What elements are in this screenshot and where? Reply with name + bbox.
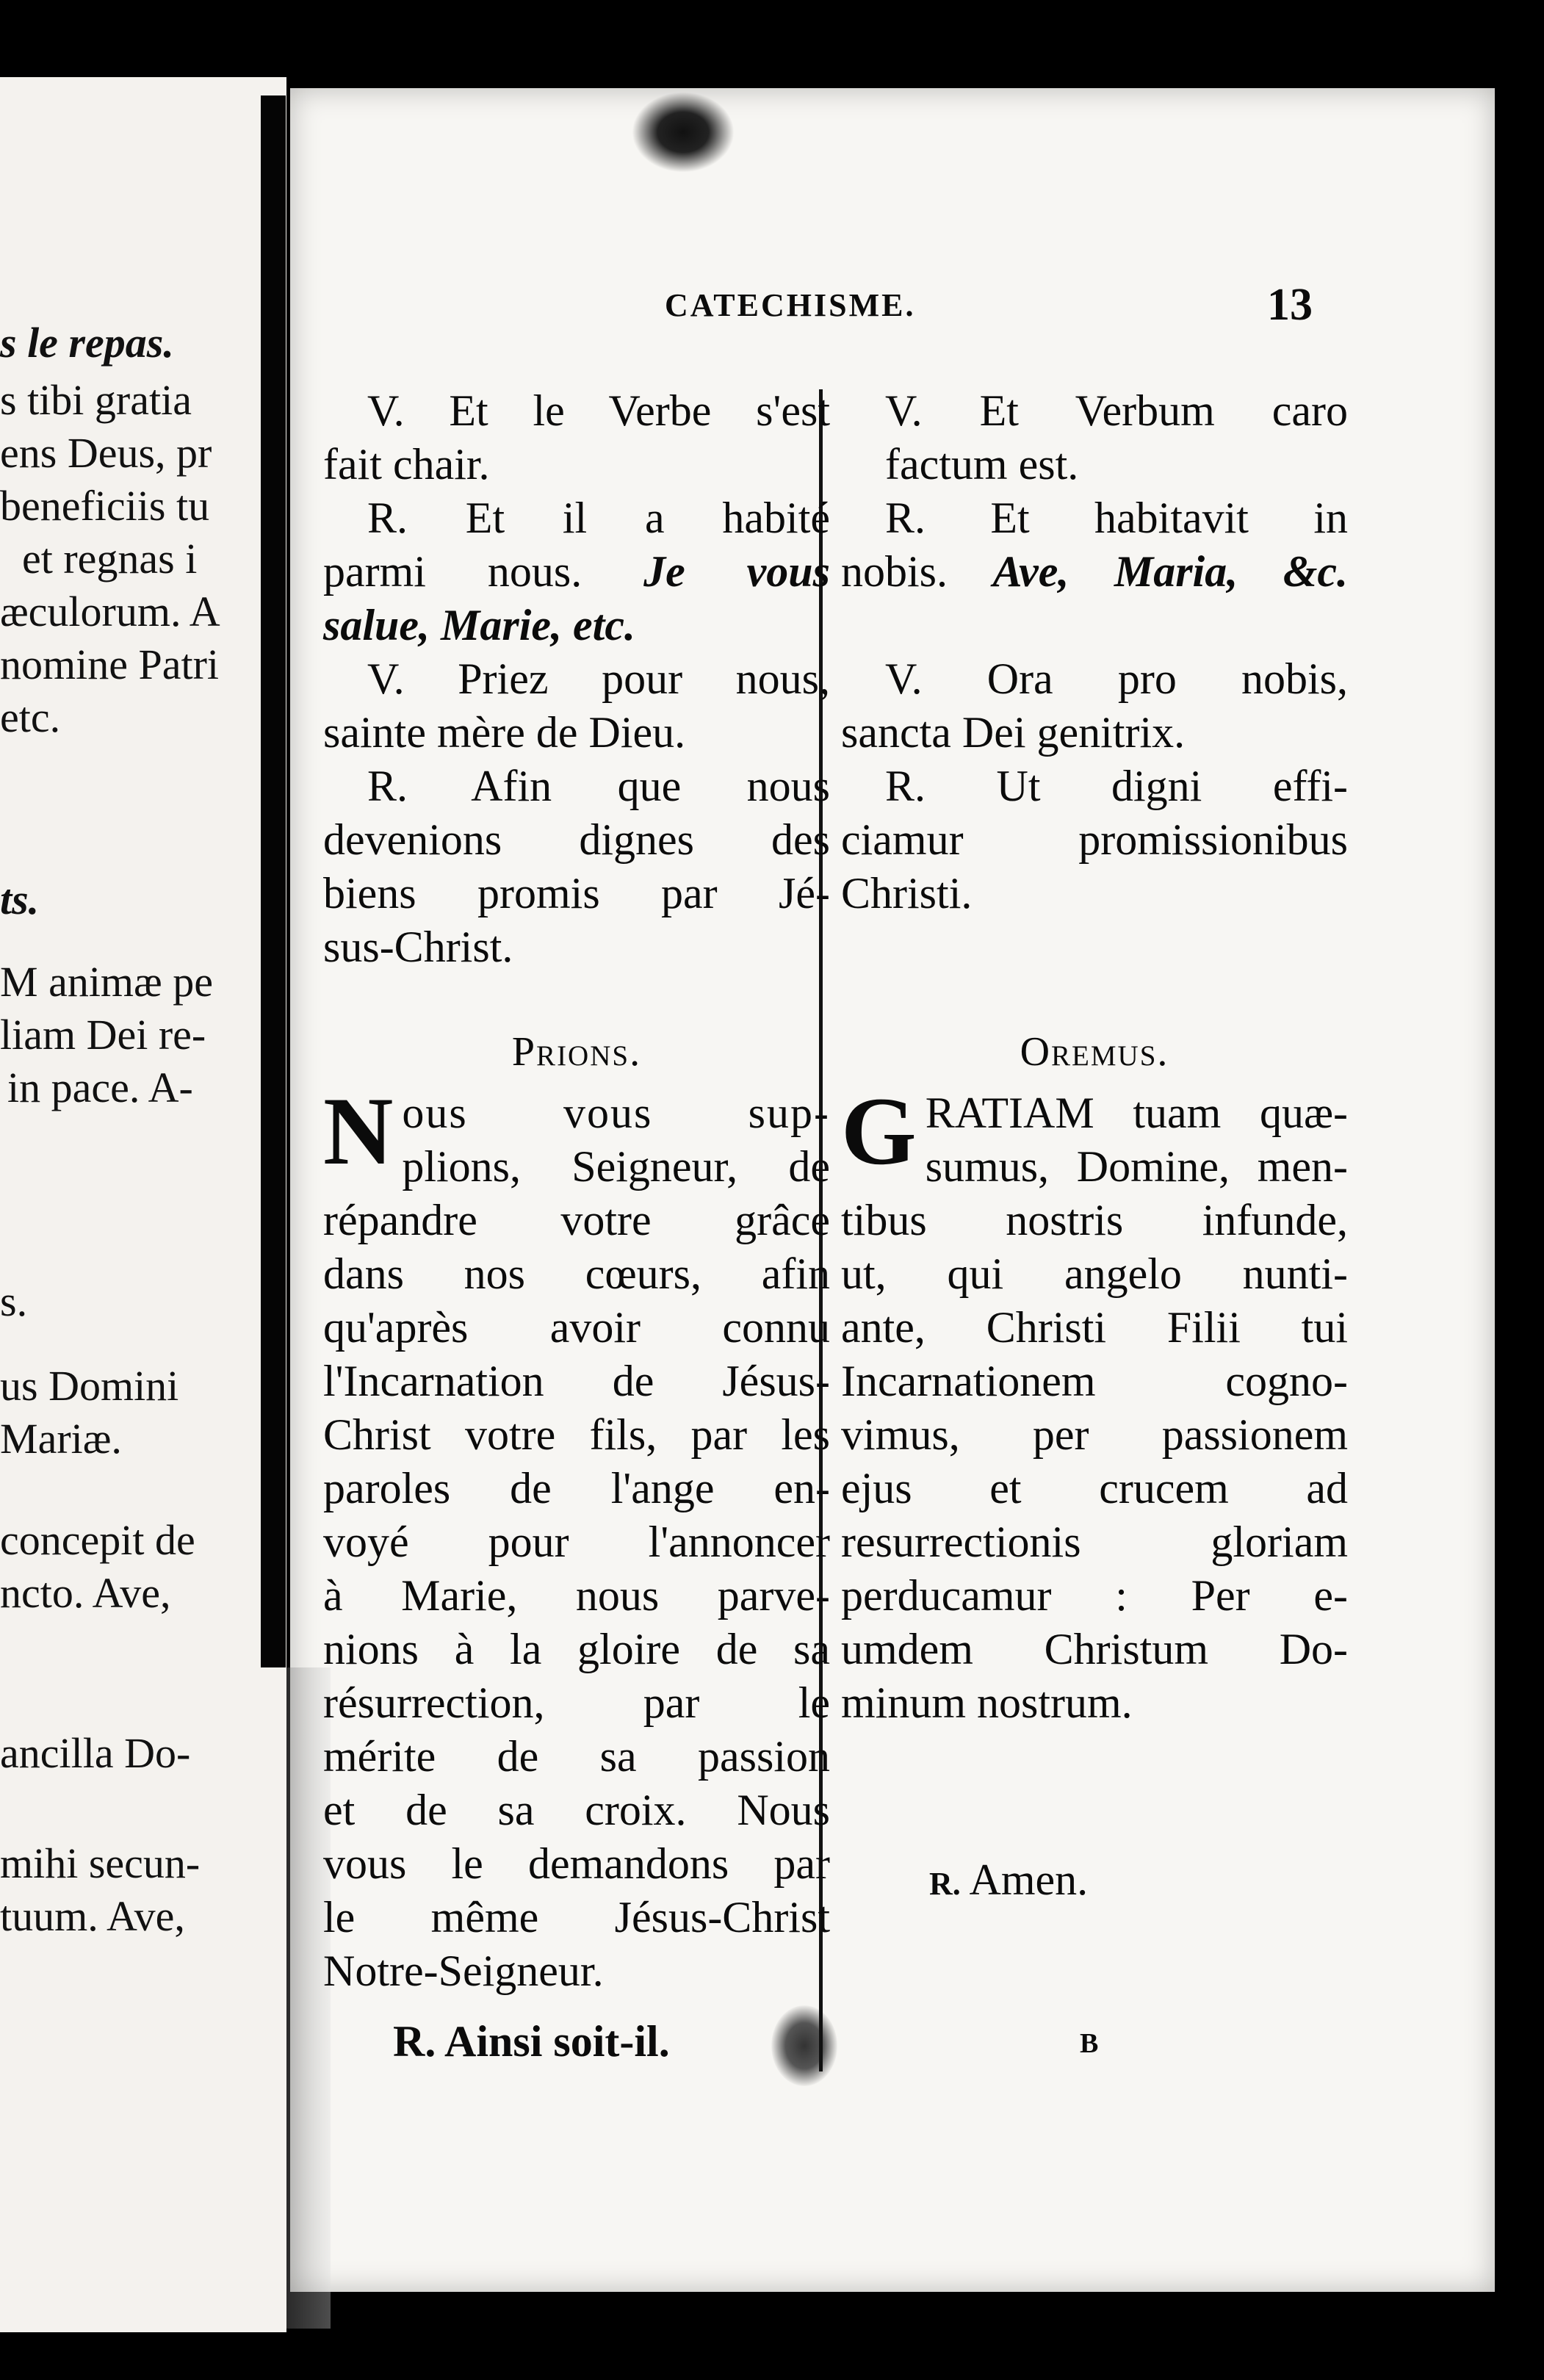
french-column: [323, 384, 830, 1998]
versicle-line: V. Priez pour nous,: [367, 654, 830, 703]
left-line: ncto. Ave,: [0, 1569, 171, 1617]
prayer-paragraph: [841, 1077, 1348, 1730]
prayer-line: paroles de l'ange en-: [323, 1464, 830, 1512]
page-number: 13: [1267, 280, 1313, 330]
response-line: sus-Christ.: [323, 923, 513, 971]
left-line: M animæ pe: [0, 958, 213, 1006]
prayer-line: perducamur : Per e-: [841, 1571, 1348, 1620]
left-line: us Domini: [0, 1362, 179, 1410]
prayer-line: vous le demandons par: [323, 1839, 830, 1888]
drop-cap: N: [323, 1077, 394, 1185]
left-line: tuum. Ave,: [0, 1892, 185, 1940]
left-line: mihi secun-: [0, 1839, 201, 1887]
book-gutter: [261, 95, 286, 1667]
response-line: ciamur promissionibus: [841, 815, 1348, 864]
response-italic: Ave, Maria, &c.: [992, 547, 1349, 596]
versicle-line: V. Ora pro nobis,: [885, 654, 1348, 703]
prayer-line: umdem Christum Do-: [841, 1625, 1348, 1673]
left-line: beneficiis tu: [0, 482, 210, 530]
prayer-line: voyé pour l'annoncer: [323, 1518, 830, 1566]
response-line: R. Ut digni effi-: [885, 762, 1348, 810]
versicle-line: V. Et Verbum caro: [885, 386, 1348, 435]
left-line: etc.: [0, 693, 61, 741]
response-line: biens promis par Jé-: [323, 869, 830, 917]
prayer-line: l'Incarnation de Jésus-: [323, 1357, 830, 1405]
prayer-paragraph: [323, 1077, 830, 1998]
prayer-line: répandre votre grâce: [323, 1196, 830, 1244]
latin-column: [841, 384, 1348, 1730]
previous-page-fragment: [0, 77, 286, 2332]
response-line: [841, 545, 1348, 599]
running-head: CATECHISME.: [665, 287, 916, 323]
prayer-line: ejus et crucem ad: [841, 1464, 1348, 1512]
prayer-line: Incarnationem cogno-: [841, 1357, 1348, 1405]
left-line: s le repas.: [0, 319, 174, 367]
left-line: æculorum. A: [0, 588, 220, 635]
response-italic-line: salue, Marie, etc.: [323, 601, 635, 649]
left-line: nomine Patri: [0, 641, 220, 688]
prayer-line: Christ votre fils, par les: [323, 1410, 830, 1459]
response-text: nobis.: [841, 547, 948, 596]
prayer-line: ante, Christi Filii tui: [841, 1303, 1348, 1352]
signature-mark: B: [1080, 2028, 1099, 2059]
prayer-line: mérite de sa passion: [323, 1732, 830, 1781]
response-line: R. Et il a habité: [367, 494, 830, 542]
response-italic: Je vous: [643, 547, 830, 596]
left-line: ts.: [0, 876, 40, 923]
prayer-line: dans nos cœurs, afin: [323, 1250, 830, 1298]
response-mark: R.: [929, 1866, 961, 1902]
prayer-line: qu'après avoir connu: [323, 1303, 830, 1352]
versicle-line: V. Et le Verbe s'est: [367, 386, 830, 435]
amen-response: [929, 1855, 1088, 1905]
drop-cap: G: [841, 1077, 917, 1185]
left-line: Mariæ.: [0, 1415, 122, 1463]
ink-stain: [771, 2005, 837, 2086]
section-heading: Prions.: [511, 1029, 642, 1075]
versicle-line: sainte mère de Dieu.: [323, 708, 686, 757]
prayer-line: plions, Seigneur, de: [402, 1142, 830, 1191]
prayer-line: Notre-Seigneur.: [323, 1947, 604, 1995]
prayer-line: résurrection, par le: [323, 1678, 830, 1727]
left-line: ens Deus, pr: [0, 429, 212, 477]
left-line: ancilla Do-: [0, 1729, 191, 1777]
prayer-line: nions à la gloire de sa: [323, 1625, 830, 1673]
prayer-line: ous vous sup-: [402, 1089, 830, 1137]
spacer-line: [841, 599, 1348, 652]
prayer-line: resurrectionis gloriam: [841, 1518, 1348, 1566]
left-line: s.: [0, 1277, 28, 1325]
response-text: parmi nous.: [323, 547, 582, 596]
prayer-line: vimus, per passionem: [841, 1410, 1348, 1459]
response-line: R. Et habitavit in: [885, 494, 1348, 542]
prayer-line: ut, qui angelo nunti-: [841, 1250, 1348, 1298]
response-line: [323, 545, 830, 599]
prayer-line: RATIAM tuam quæ-: [925, 1089, 1348, 1137]
amen-text: Amen.: [969, 1856, 1089, 1904]
left-line: et regnas i: [22, 535, 198, 583]
left-line: concepit de: [0, 1516, 195, 1564]
versicle-line: sancta Dei genitrix.: [841, 708, 1186, 757]
section-heading: Oremus.: [1020, 1029, 1169, 1075]
response-line: devenions dignes des: [323, 815, 830, 864]
response-line: R. Afin que nous: [367, 762, 830, 810]
left-line: s tibi gratia: [0, 376, 192, 424]
versicle-line: factum est.: [885, 440, 1079, 488]
versicle-line: fait chair.: [323, 440, 490, 488]
prayer-line: à Marie, nous parve-: [323, 1571, 830, 1620]
ink-stain: [632, 92, 735, 173]
final-response: R. Ainsi soit-il.: [393, 2017, 670, 2066]
spacer-line: [841, 920, 1348, 974]
left-line: liam Dei re-: [0, 1011, 206, 1059]
prayer-line: tibus nostris infunde,: [841, 1196, 1348, 1244]
response-line: Christi.: [841, 869, 973, 917]
prayer-line: sumus, Domine, men-: [925, 1142, 1348, 1191]
prayer-line: le même Jésus-Christ: [323, 1893, 830, 1941]
prayer-line: minum nostrum.: [841, 1678, 1133, 1727]
prayer-line: et de sa croix. Nous: [323, 1786, 830, 1834]
left-line: in pace. A-: [7, 1064, 193, 1111]
